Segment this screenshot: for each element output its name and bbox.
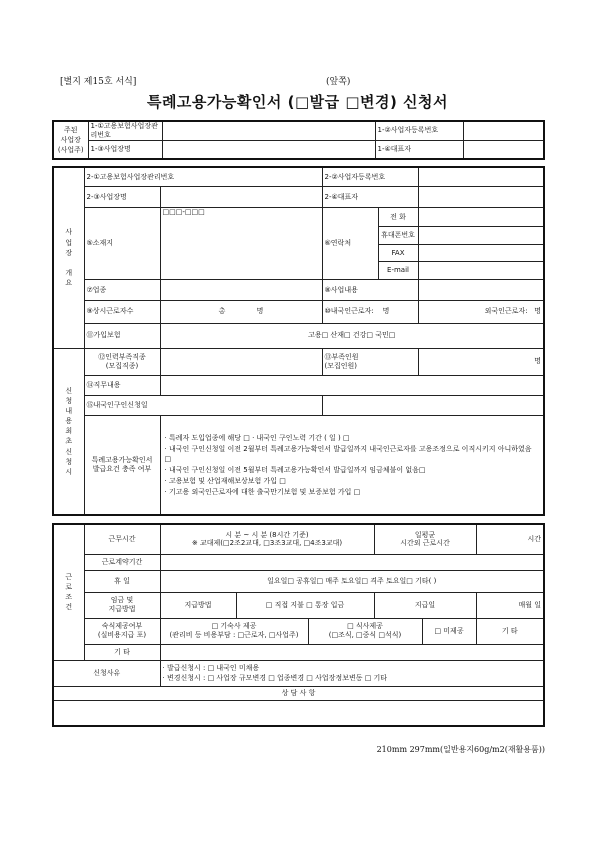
field-biz-name[interactable] [162, 140, 375, 159]
label-contact: ⑥연락처 [322, 208, 378, 280]
field-workers[interactable]: 총 명 [160, 300, 322, 323]
label-wage: 임금 및 지급방법 [84, 592, 160, 618]
insurance-options[interactable]: 고용□ 산재□ 건강□ 국민□ [160, 323, 544, 348]
label-biz-reg: 1-②사업자등록번호 [375, 121, 463, 140]
req-item[interactable]: · 내국인 구인신청일 이전 5월부터 특례고용가능확인서 발급일까지 임금체불이 없음□ [164, 466, 426, 475]
field-business[interactable] [418, 279, 544, 300]
requirements-checklist[interactable] [160, 416, 544, 515]
label-biz-reg-2: 2-②사업자등록번호 [322, 167, 418, 187]
field-other[interactable] [160, 644, 544, 660]
reason-options[interactable]: · 발급신청시 : □ 내국인 미채용 · 변경신청시 : □ 사업장 규모변경 □ 업종변경 □ 사업장정보변동 □ 기타 [160, 660, 544, 686]
postcode-boxes: □□□-□□□ [162, 208, 205, 217]
req-item[interactable]: · 특례자 도입업종에 해당 □ · 내국인 구인노력 기간 ( 일 ) □ [164, 433, 350, 442]
overview-section: 사 업 장 개 요 [53, 167, 84, 348]
label-mobile: 휴대폰번호 [378, 226, 418, 244]
shift-options[interactable]: ※ 교대제(□2조2교대, □3조3교대, □4조3교대) [191, 539, 343, 548]
request-section: 신 청 내 용 최 초 신 청 시 [53, 348, 84, 515]
consult-field[interactable] [53, 700, 544, 726]
label-overtime: 일평균 시간외 근로시간 [374, 524, 476, 554]
field-rep-2[interactable] [418, 187, 544, 208]
req-item[interactable]: · 고용보험 및 산업재해보상보험 가입 □ [164, 477, 286, 486]
label-business: ⑧사업내용 [322, 279, 418, 300]
label-phone: 전 화 [378, 208, 418, 227]
label-fax: FAX [378, 244, 418, 262]
label-biz-name-2: 2-③사업장명 [84, 187, 160, 208]
field-foreign[interactable]: 외국인근로자: 명 [418, 300, 544, 323]
field-overtime[interactable]: 시간 [476, 524, 544, 554]
label-contract: 근로계약기간 [84, 554, 160, 570]
field-address[interactable] [160, 208, 322, 280]
page-side: (앞쪽) [326, 77, 351, 87]
applicant-section: 주된 사업장 (사업주) [53, 121, 88, 159]
req-item[interactable]: · 내국인 구인신청일 이전 2월부터 특례고용가능확인서 발급일까지 내국인근로자를 고용조정으로 이직시키지 아니하였음 □ [164, 444, 532, 464]
label-recruit-date: ⑮내국인구인신청일 [84, 395, 322, 416]
other-option[interactable]: 기 타 [476, 618, 544, 644]
field-phone[interactable] [418, 208, 544, 227]
label-requirements: 특례고용가능확인서 발급요건 충족 여부 [84, 416, 160, 515]
field-domestic[interactable]: ⑩내국인근로자: 명 [322, 300, 418, 323]
field-shortage-job[interactable] [160, 348, 322, 375]
label-rep: 1-④대표자 [375, 140, 463, 159]
dorm-option[interactable]: □ 기숙사 제공 (관리비 등 비용부담 : □근로자, □사업주) [160, 618, 308, 644]
field-work-time[interactable]: 시 분 ~ 시 분 (8시간 기준) ※ 교대제(□2조2교대, □3조3교대, □4조3교대) [160, 524, 374, 554]
label-rep-2: 2-④대표자 [322, 187, 418, 208]
applicant-table [52, 120, 545, 160]
label-biz-name: 1-③사업장명 [88, 140, 162, 159]
none-option[interactable]: □ 미제공 [422, 618, 476, 644]
field-industry[interactable] [160, 279, 322, 300]
field-mgmt-no[interactable] [162, 121, 375, 140]
meal-option[interactable]: □ 식사제공 (□조식, □중식 □석식) [308, 618, 422, 644]
overview-table [52, 166, 545, 516]
conditions-table [52, 523, 545, 727]
req-item[interactable]: · 기고용 외국인근로자에 대한 출국만기보험 및 보증보험 가입 □ [164, 487, 361, 496]
label-shortage-count: ⑬부족인원 (모집인원) [322, 348, 418, 375]
label-pay-method: 지급방법 [160, 592, 236, 618]
form-number: [별지 제15호 서식] [60, 77, 137, 87]
field-biz-name-2[interactable] [160, 187, 322, 208]
field-rep[interactable] [463, 140, 544, 159]
conditions-section: 근 로 조 건 [53, 524, 84, 660]
label-work-time: 근무시간 [84, 524, 160, 554]
field-email[interactable] [418, 262, 544, 280]
field-pay-day[interactable]: 매월 일 [476, 592, 544, 618]
label-email: E-mail [378, 262, 418, 280]
label-industry: ⑦업종 [84, 279, 160, 300]
consult-header: 상 담 사 항 [53, 686, 544, 700]
label-mgmt-no-2: 2-①고용보험사업장관리번호 [84, 167, 322, 187]
paper-spec: 210mm 297mm(일반용지60g/m2(재활용품)) [376, 745, 545, 754]
field-mobile[interactable] [418, 226, 544, 244]
field-recruit-date[interactable] [322, 395, 544, 416]
field-contract[interactable] [160, 554, 544, 570]
label-address: ⑤소재지 [84, 208, 160, 280]
field-biz-reg[interactable] [463, 121, 544, 140]
label-holiday: 휴 일 [84, 570, 160, 592]
field-duties[interactable] [160, 375, 544, 395]
label-insurance: ⑪가입보험 [84, 323, 160, 348]
field-biz-reg-2[interactable] [418, 167, 544, 187]
holiday-options[interactable]: 일요일□ 공휴일□ 매주 토요일□ 격주 토요일□ 기타( ) [160, 570, 544, 592]
pay-options[interactable]: □ 직접 지불 □ 통장 입금 [236, 592, 374, 618]
label-pay-day: 지급일 [374, 592, 476, 618]
field-shortage-count[interactable]: 명 [418, 348, 544, 375]
label-lodging: 숙식제공여부 (실비용지급 포) [84, 618, 160, 644]
field-fax[interactable] [418, 244, 544, 262]
label-shortage-job: ⑫인력부족직종 (모집직종) [84, 348, 160, 375]
label-duties: ⑭직무내용 [84, 375, 160, 395]
label-mgmt-no: 1-①고용보험사업장관리번호 [88, 121, 162, 140]
page-title: 특례고용가능확인서 (□발급 □변경) 신청서 [146, 93, 449, 111]
label-workers: ⑨상시근로자수 [84, 300, 160, 323]
label-other: 기 타 [84, 644, 160, 660]
label-reason: 신청사유 [53, 660, 160, 686]
